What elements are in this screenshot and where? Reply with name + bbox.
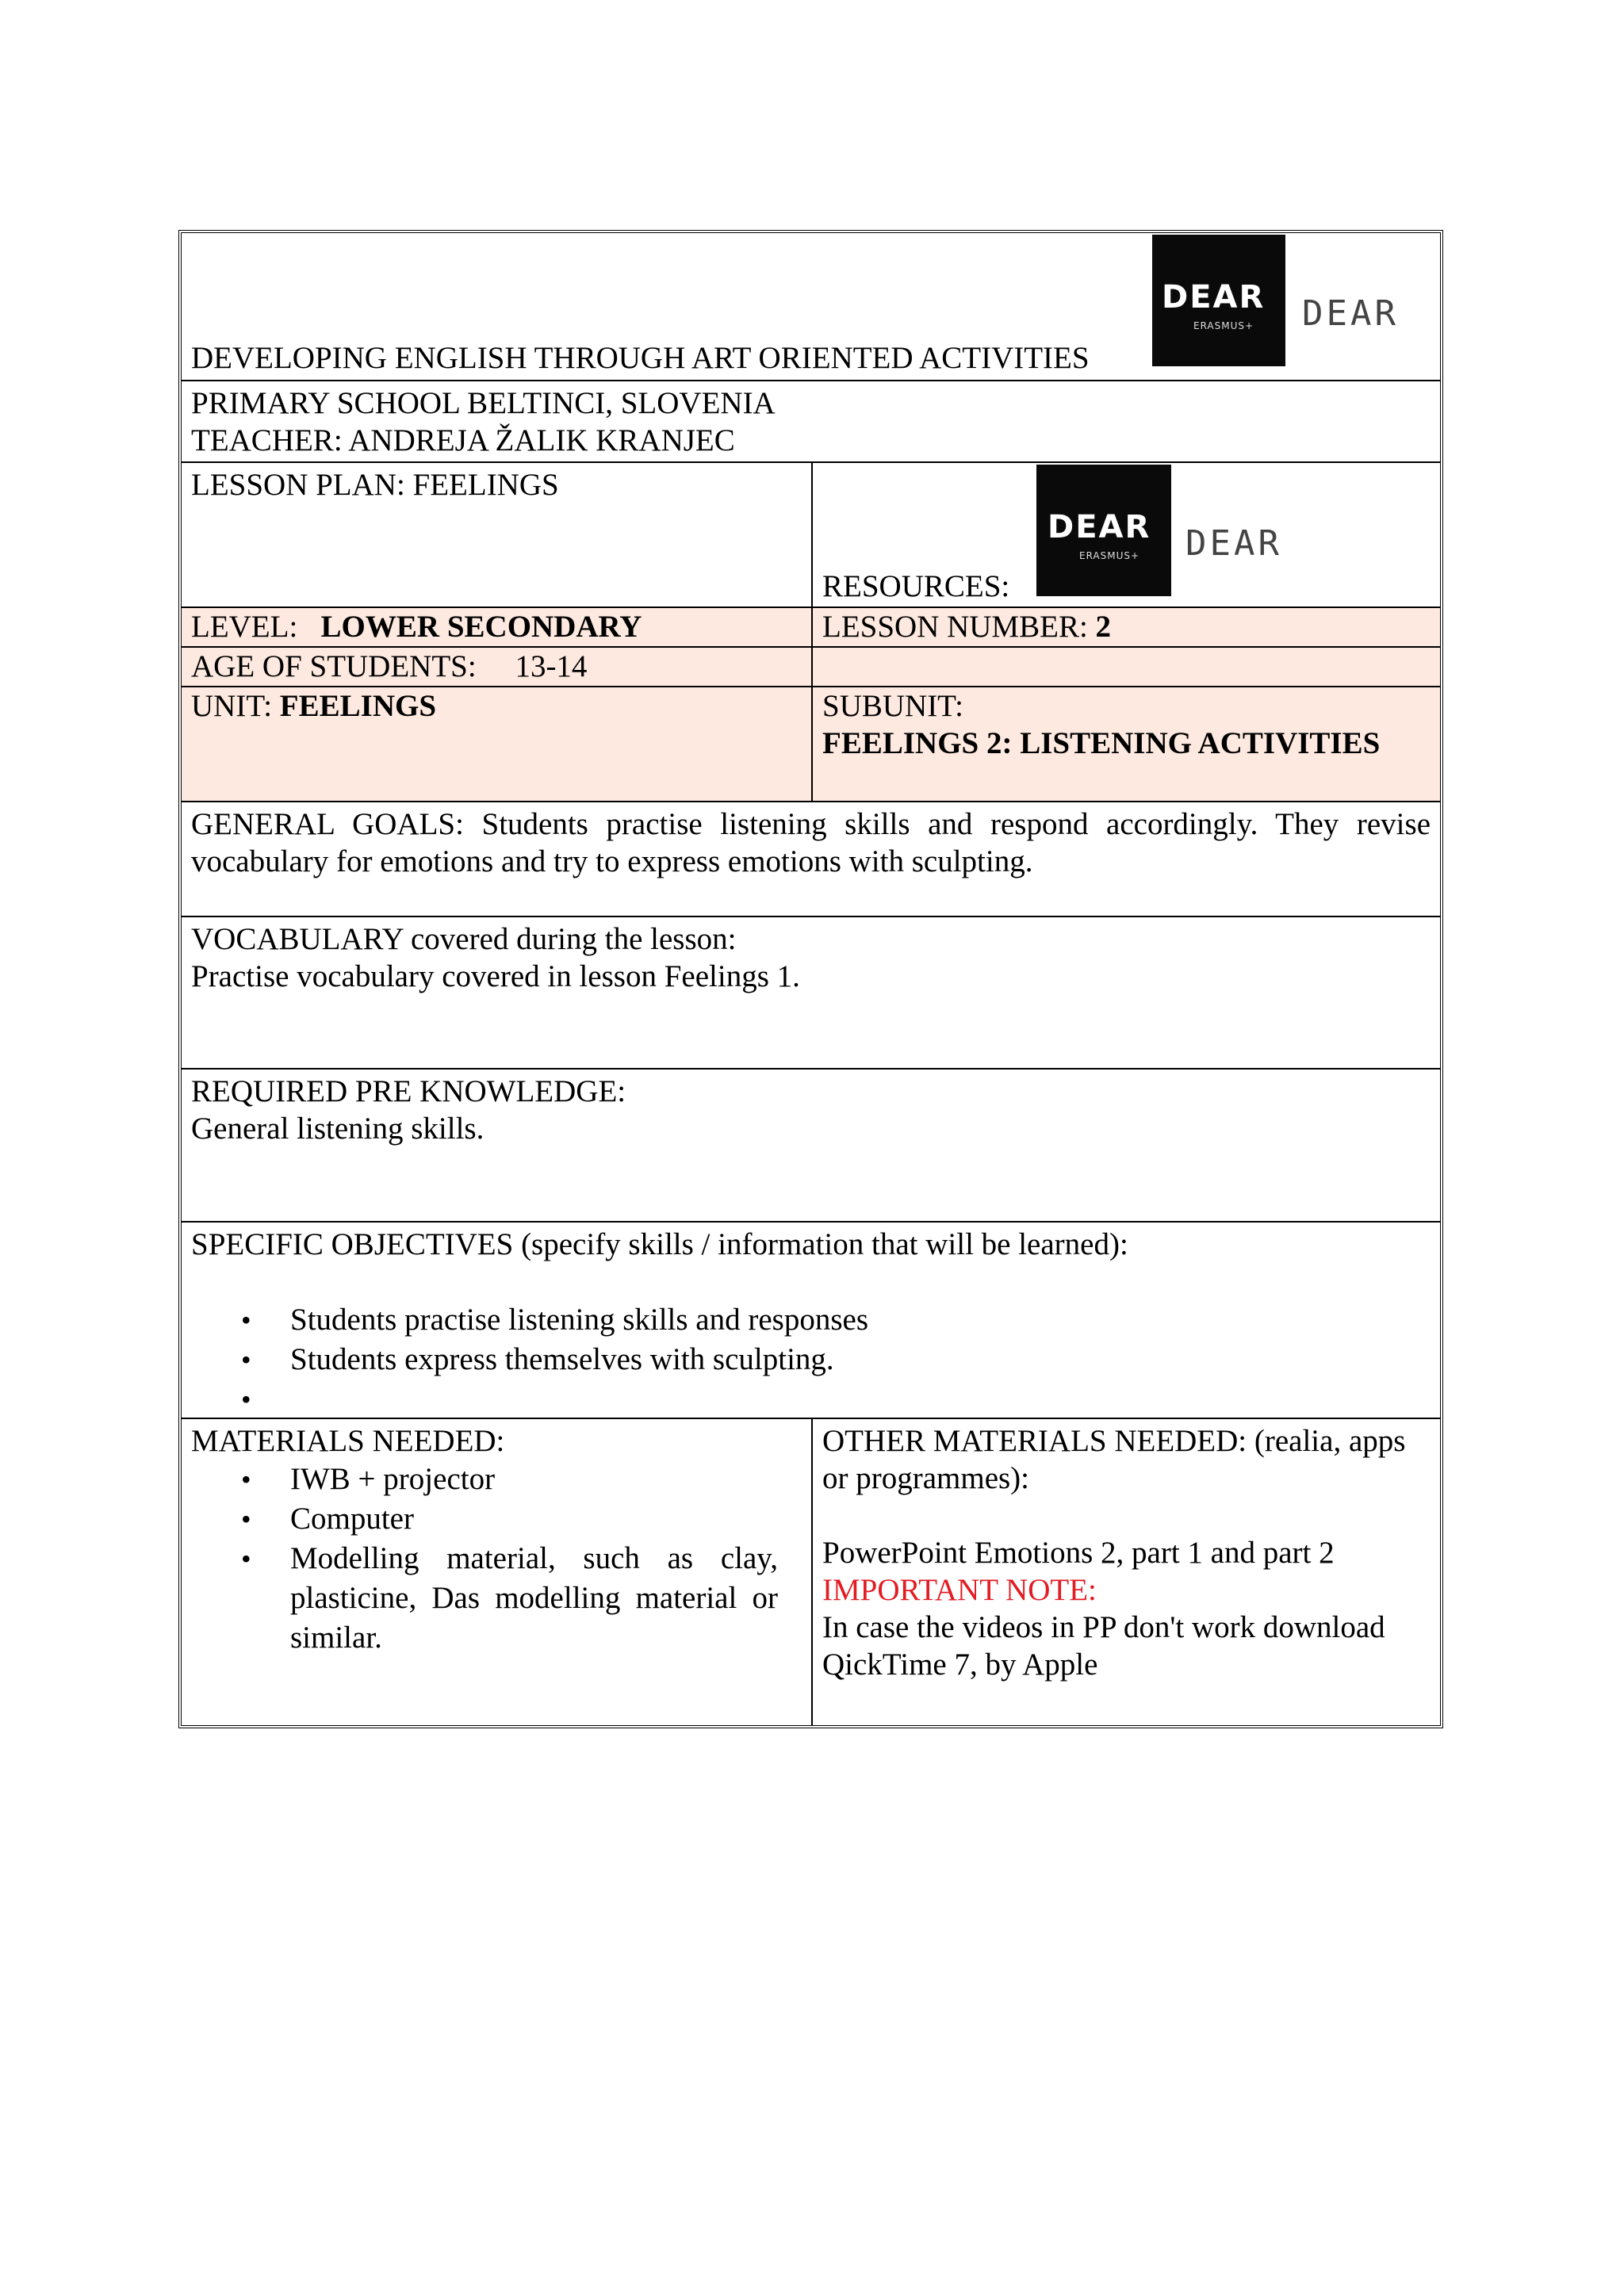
lesson-number-cell bbox=[813, 608, 1440, 646]
material-item: • IWB + projector bbox=[290, 1460, 778, 1499]
materials-list bbox=[191, 1460, 802, 1658]
materials-label: MATERIALS NEEDED: bbox=[191, 1424, 505, 1458]
unit-label: UNIT: bbox=[191, 689, 273, 723]
materials-cell bbox=[182, 1419, 813, 1725]
erasmus-logo-text-small: ERASMUS+ bbox=[1079, 550, 1140, 561]
unit-row bbox=[182, 687, 1440, 802]
dear-erasmus-logo-small bbox=[1036, 465, 1171, 596]
teacher-name: TEACHER: ANDREJA ŽALIK KRANJEC bbox=[191, 423, 735, 457]
material-item: • Modelling material, such as clay, plasticine, Das modelling material or similar. bbox=[290, 1539, 778, 1658]
subunit-cell bbox=[813, 687, 1440, 801]
resources-label: RESOURCES: bbox=[822, 569, 1010, 603]
age-cell bbox=[182, 648, 813, 686]
important-note-label: IMPORTANT NOTE: bbox=[822, 1573, 1097, 1607]
objective-item: • Students practise listening skills and responses bbox=[290, 1300, 1431, 1340]
age-row bbox=[182, 648, 1440, 687]
unit-value: FEELINGS bbox=[279, 689, 437, 723]
subunit-label: SUBUNIT: bbox=[822, 689, 963, 723]
objectives-row bbox=[182, 1223, 1440, 1419]
header-row bbox=[182, 233, 1440, 381]
vocabulary-row bbox=[182, 917, 1440, 1070]
lesson-number-value: 2 bbox=[1095, 610, 1112, 644]
other-materials-label: OTHER MATERIALS NEEDED: (realia, apps or programmes): bbox=[822, 1424, 1414, 1495]
other-materials-cell bbox=[813, 1419, 1440, 1725]
pre-knowledge-label: REQUIRED PRE KNOWLEDGE: bbox=[191, 1074, 626, 1108]
project-title: DEVELOPING ENGLISH THROUGH ART ORIENTED ACTIVITIES bbox=[191, 341, 1090, 375]
general-goals-row bbox=[182, 802, 1440, 917]
powerpoint-text: PowerPoint Emotions 2, part 1 and part 2 bbox=[822, 1536, 1335, 1570]
dear-logo-word: DEAR bbox=[1162, 279, 1266, 316]
age-label: AGE OF STUDENTS: bbox=[191, 649, 477, 683]
important-note-text: In case the videos in PP don't work download QickTime 7, by Apple bbox=[822, 1610, 1393, 1682]
objective-item: • Students express themselves with sculpting. bbox=[290, 1340, 1431, 1380]
objective-item bbox=[290, 1380, 1431, 1419]
level-row bbox=[182, 608, 1440, 648]
dear-light-logo-small: DEAR bbox=[1185, 523, 1282, 564]
vocabulary-label: VOCABULARY covered during the lesson: bbox=[191, 922, 737, 956]
lesson-number-label: LESSON NUMBER: bbox=[822, 610, 1088, 644]
unit-cell bbox=[182, 687, 813, 801]
subunit-value: FEELINGS 2: LISTENING ACTIVITIES bbox=[822, 726, 1381, 760]
level-value: LOWER SECONDARY bbox=[320, 610, 642, 644]
pre-knowledge-text: General listening skills. bbox=[191, 1112, 485, 1146]
materials-row bbox=[182, 1419, 1440, 1725]
objectives-label: SPECIFIC OBJECTIVES (specify skills / information that will be learned): bbox=[191, 1227, 1128, 1261]
dear-logo-word-small: DEAR bbox=[1048, 509, 1151, 545]
dear-light-logo: DEAR bbox=[1302, 293, 1399, 334]
objectives-list bbox=[191, 1300, 1431, 1419]
vocabulary-text: Practise vocabulary covered in lesson Feelings 1. bbox=[191, 959, 800, 993]
level-cell bbox=[182, 608, 813, 646]
general-goals-text: GENERAL GOALS: Students practise listening skills and respond accordingly. They revise vocabulary for emotions and try to express emotions with sculpting. bbox=[191, 807, 1438, 878]
lesson-plan-row bbox=[182, 463, 1440, 608]
school-row bbox=[182, 381, 1440, 463]
lesson-plan-title: LESSON PLAN: FEELINGS bbox=[182, 463, 813, 607]
pre-knowledge-row bbox=[182, 1070, 1440, 1223]
material-item: • Computer bbox=[290, 1499, 778, 1539]
level-label: LEVEL: bbox=[191, 610, 298, 644]
age-value: 13-14 bbox=[515, 649, 588, 683]
school-name: PRIMARY SCHOOL BELTINCI, SLOVENIA bbox=[191, 386, 776, 420]
lesson-plan-table bbox=[178, 230, 1443, 1728]
dear-erasmus-logo bbox=[1152, 235, 1285, 366]
erasmus-logo-text: ERASMUS+ bbox=[1193, 320, 1254, 331]
